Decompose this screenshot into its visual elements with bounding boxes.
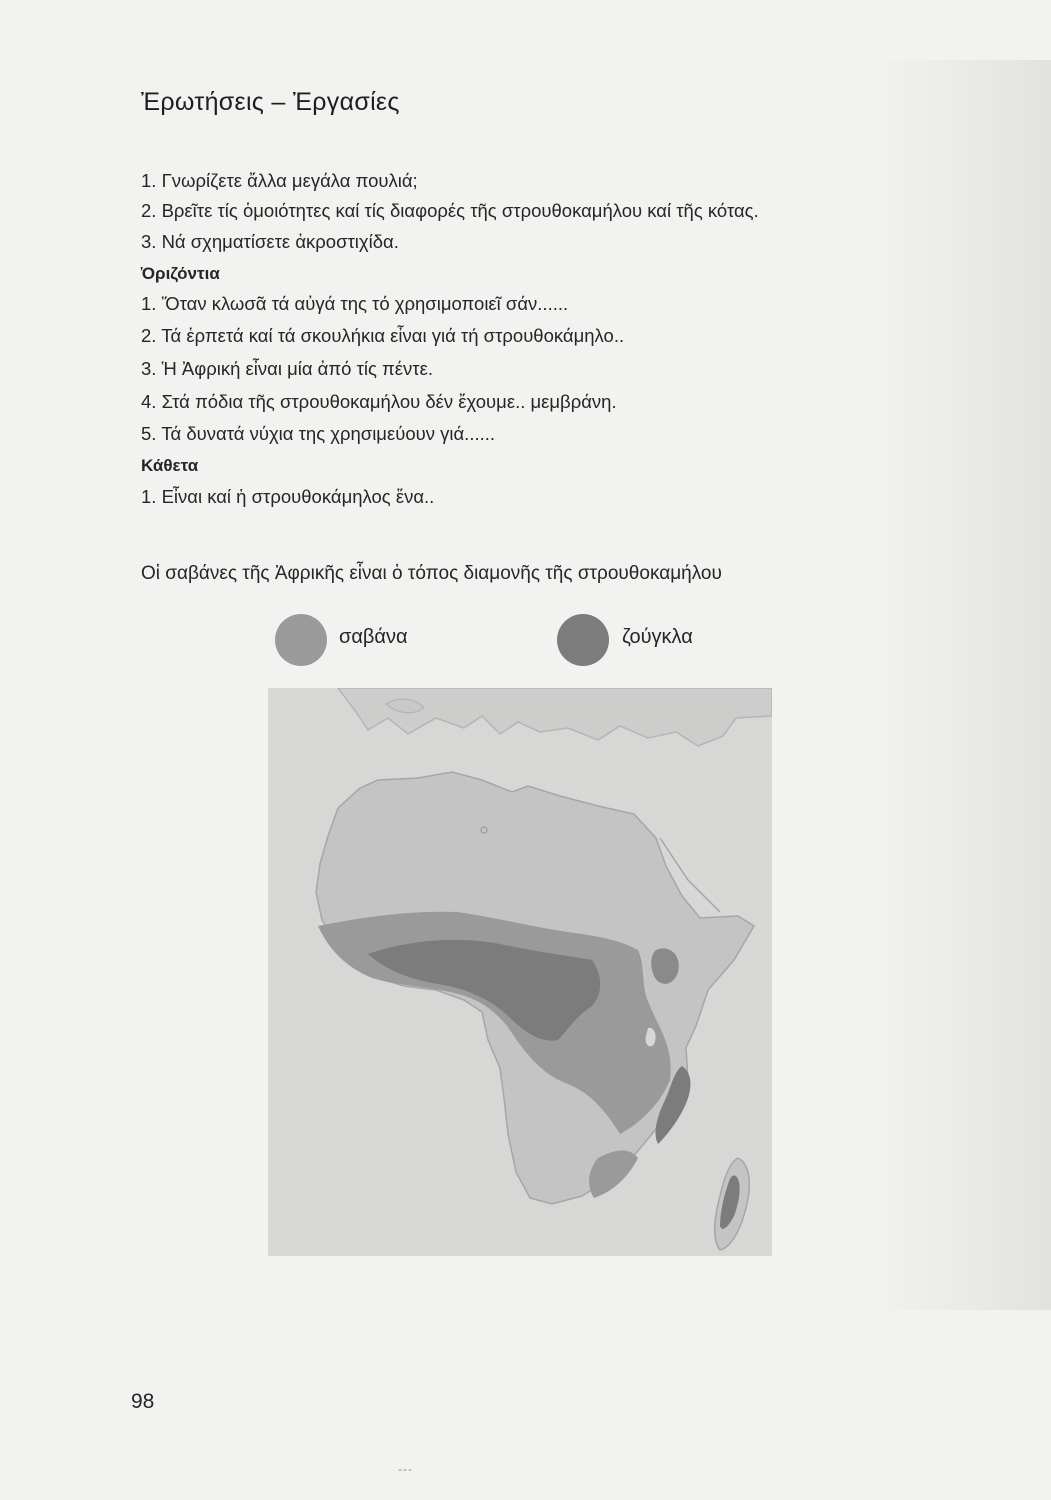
question-2: 2. Βρεῖτε τίς ὁμοιότητες καί τίς διαφορές τῆς στρουθοκαμήλου καί τῆς κότας. [141, 200, 759, 221]
page-title: Ἐρωτήσεις – Ἐργασίες [141, 88, 400, 116]
page-number: 98 [131, 1390, 155, 1413]
horizontal-heading: Ὁριζόντια [141, 264, 220, 283]
horizontal-clue-3: 3. Ἡ Ἀφρική εἶναι μία ἀπό τίς πέντε. [141, 358, 433, 379]
vertical-clue-1: 1. Εἶναι καί ἡ στρουθοκάμηλος ἕνα.. [141, 486, 435, 507]
horizontal-clue-1: 1. Ὅταν κλωσᾶ τά αὐγά της τό χρησιμοποιεῖ σάν...... [141, 293, 569, 314]
question-1: 1. Γνωρίζετε ἄλλα μεγάλα πουλιά; [141, 170, 418, 191]
jungle-swatch-icon [557, 614, 609, 666]
africa-map-icon [268, 688, 772, 1256]
question-3: 3. Νά σχηματίσετε ἀκροστιχίδα. [141, 231, 399, 252]
horizontal-clue-2: 2. Τά ἑρπετά καί τά σκουλήκια εἶναι γιά τή στρουθοκάμηλο.. [141, 325, 625, 346]
footer-mark: --- [398, 1462, 413, 1476]
africa-map-figure [268, 688, 772, 1256]
vertical-heading: Κάθετα [141, 456, 199, 475]
horizontal-clue-5: 5. Τά δυνατά νύχια της χρησιμεύουν γιά...... [141, 423, 496, 444]
horizontal-clue-4: 4. Στά πόδια τῆς στρουθοκαμήλου δέν ἔχουμε.. μεμβράνη. [141, 391, 617, 412]
show-through-texture [871, 60, 1051, 1310]
map-caption: Οἱ σαβάνες τῆς Ἀφρικῆς εἶναι ὁ τόπος διαμονῆς τῆς στρουθοκαμήλου [141, 563, 722, 584]
savanna-swatch-icon [275, 614, 327, 666]
legend-savanna-label: σαβάνα [339, 626, 408, 648]
legend-jungle-label: ζούγκλα [622, 626, 693, 648]
